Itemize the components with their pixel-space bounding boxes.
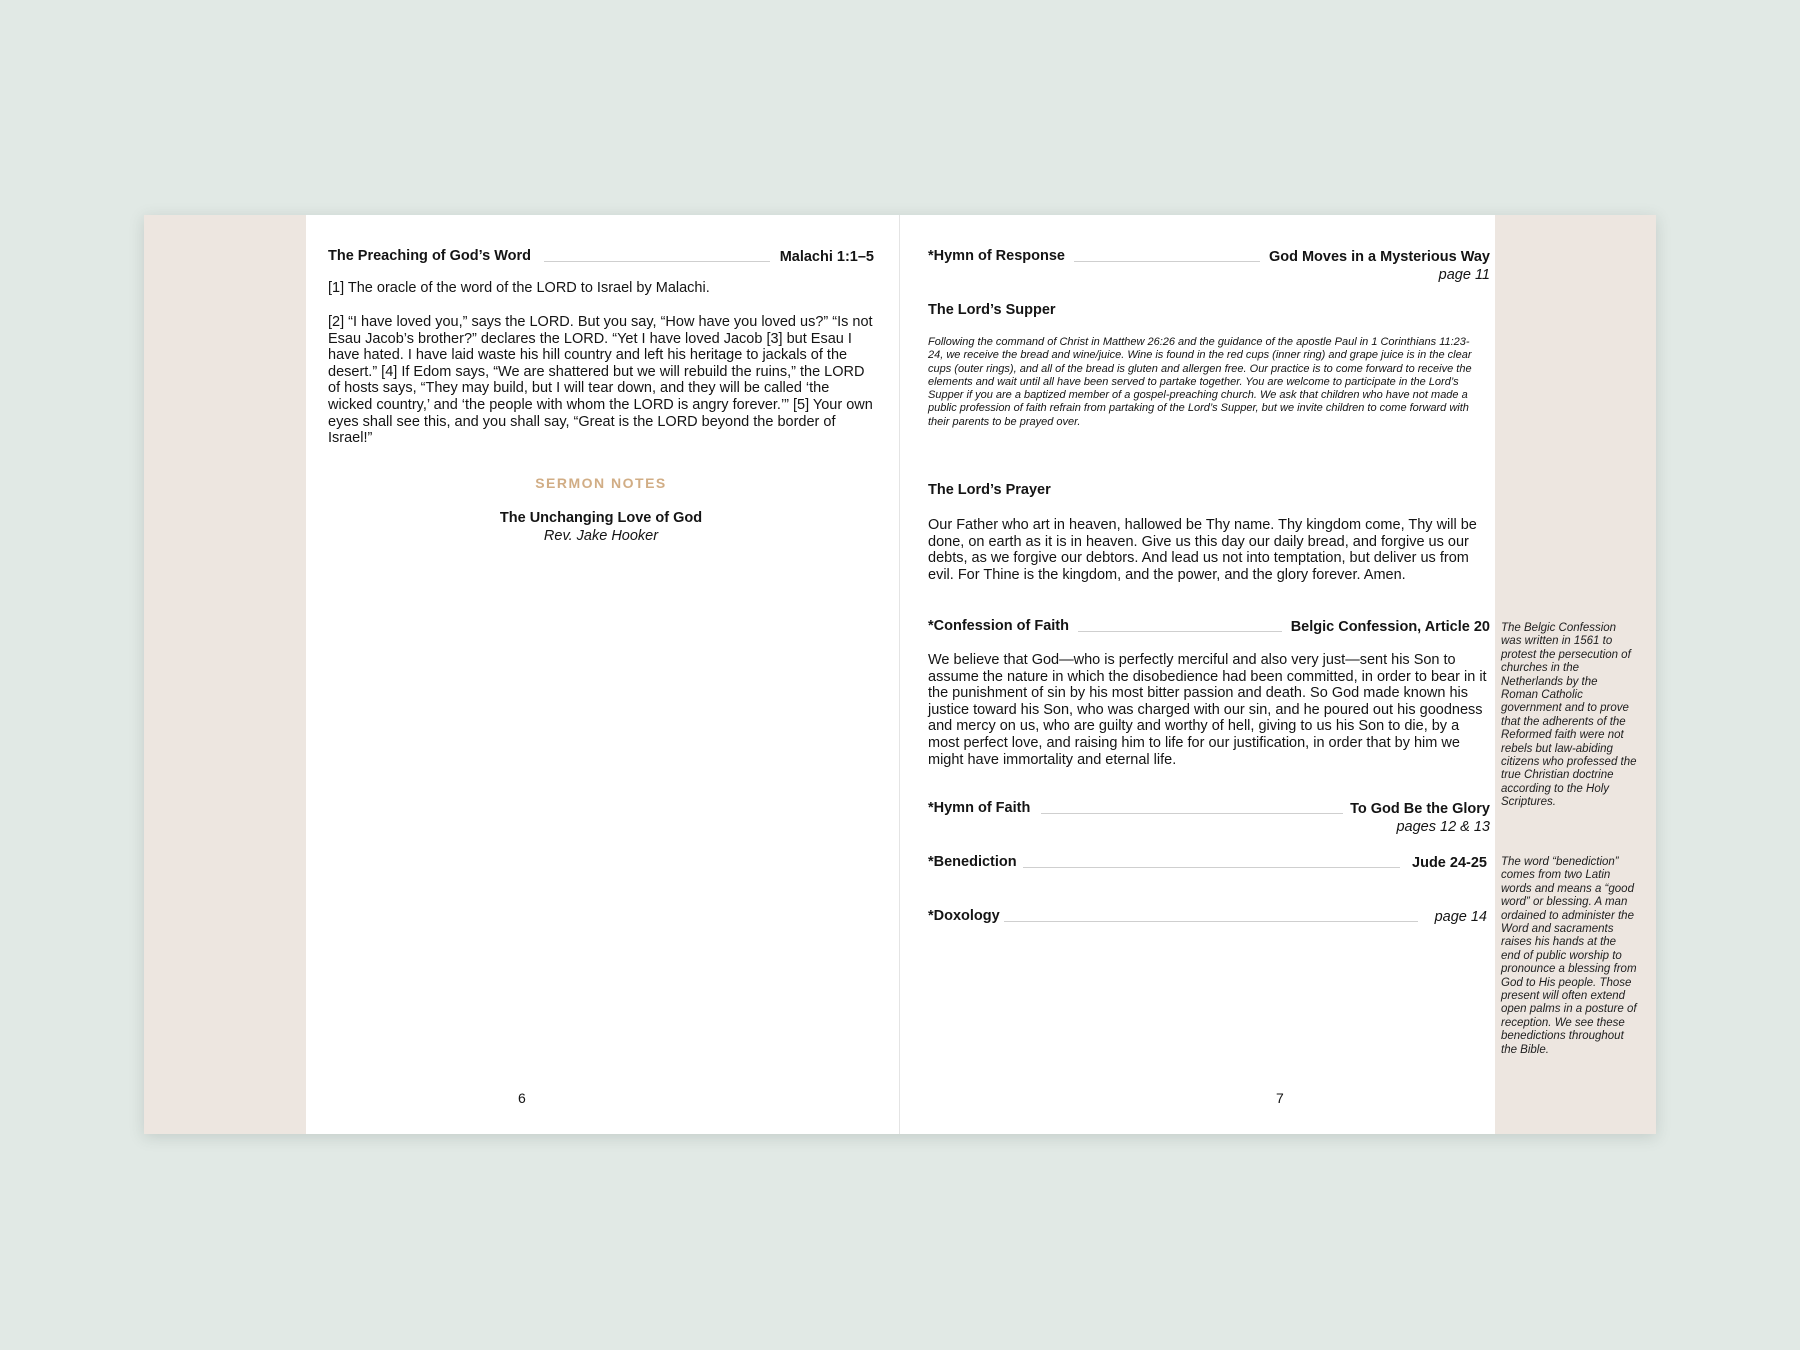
- verse-1: [1] The oracle of the word of the LORD to Israel by Malachi.: [328, 280, 710, 296]
- prayer-text: Our Father who art in heaven, hallowed be Thy name. Thy kingdom come, Thy will be done, on earth as it is in heaven. Give us this day our daily bread, and forgive us our debts, as we forgive our debtors. And lead us not into temptation, but deliver us from evil. For Thine is the kingdom, and the power, and the glory forever. Amen.: [928, 517, 1477, 583]
- preaching-heading: The Preaching of God’s Word: [328, 248, 532, 264]
- confession-text: We believe that God—who is perfectly merciful and also very just—sent his Son to assume the nature in which the disobedience had been committed, in order to bear in it the punishment of sin by his most bitter passion and death. So God made known his justice toward his Son, who was charged with our sin, and he poured out his goodness and mercy on us, who are guilty and worthy of hell, giving to us his Son to die, by a most perfect love, and raising him to life for our justification, in order that by him we might have immortality and eternal life.: [928, 652, 1487, 768]
- sermon-title: The Unchanging Love of God: [499, 510, 703, 526]
- doxology-row: [928, 908, 1490, 930]
- confession-label: *Confession of Faith: [928, 618, 1069, 634]
- benediction-row: [928, 854, 1490, 876]
- hymn-faith-title: To God Be the Glory: [1350, 801, 1490, 817]
- leader-line: [1004, 921, 1418, 922]
- prayer-heading: The Lord’s Prayer: [928, 482, 1051, 498]
- benediction-reference: Jude 24-25: [1412, 855, 1487, 871]
- hymn-faith-label: *Hymn of Faith: [928, 800, 1031, 816]
- leader-line: [544, 261, 770, 262]
- gutter-divider: [899, 215, 900, 1134]
- doxology-page: page 14: [1434, 909, 1487, 925]
- sermon-notes-label: SERMON NOTES: [535, 475, 667, 491]
- supper-heading: The Lord’s Supper: [928, 302, 1056, 318]
- leader-line: [1041, 813, 1343, 814]
- hymn-response-row: [928, 248, 1490, 270]
- hymn-faith-pages: pages 12 & 13: [1396, 819, 1490, 835]
- benediction-label: *Benediction: [928, 854, 1017, 870]
- left-page: [328, 215, 874, 1134]
- margin-note-benediction: The word “benediction” comes from two Latin words and means a “good word” or blessing. A man ordained to administer the Word and sacraments raises his hands at the end of public worship to pronounce a blessing from God to His people. Those present will often extend open palms in a posture of reception. We see these benedictions throughout the Bible.: [1501, 856, 1637, 1056]
- right-page: [928, 215, 1490, 1134]
- hymn-response-page: page 11: [1438, 267, 1490, 283]
- page-number-left: 6: [518, 1090, 526, 1106]
- margin-note-belgic: The Belgic Confession was written in 1561 to protest the persecution of churches in the Netherlands by the Roman Catholic government and to prove that the adherents of the Reformed faith were not rebels but law-abiding citizens who professed the true Christian doctrine according to the Holy Scriptures.: [1501, 622, 1637, 809]
- sermon-author: Rev. Jake Hooker: [543, 528, 659, 544]
- scripture-reference: Malachi 1:1–5: [779, 249, 874, 265]
- verse-2: [2] “I have loved you,” says the LORD. But you say, “How have you loved us?” “Is not Esau Jacob’s brother?” declares the LORD. “Yet I have loved Jacob [3] but Esau I have hated. I have laid waste his hill country and left his heritage to jackals of the desert.” [4] If Edom says, “We are shattered but we will rebuild the ruins,” the LORD of hosts says, “They may build, but I will tear down, and they will be called ‘the wicked country,’ and ‘the people with whom the LORD is angry forever.’” [5] Your own eyes shall see this, and you shall say, “Great is the LORD beyond the border of Israel!”: [328, 314, 873, 447]
- confession-reference: Belgic Confession, Article 20: [1290, 619, 1490, 635]
- confession-row: [928, 618, 1490, 640]
- hymn-response-label: *Hymn of Response: [928, 248, 1065, 264]
- leader-line: [1078, 631, 1282, 632]
- bulletin-spread: [144, 215, 1656, 1134]
- preaching-row: [328, 248, 874, 270]
- doxology-label: *Doxology: [928, 908, 1000, 924]
- leader-line: [1023, 867, 1400, 868]
- hymn-response-title: God Moves in a Mysterious Way: [1268, 249, 1490, 265]
- supper-text: Following the command of Christ in Matthew 26:26 and the guidance of the apostle Paul in 1 Corinthians 11:23-24, we receive the bread and wine/juice. Wine is found in the red cups (inner ring) and grape juice is in the clear cups (outer rings), and all of the bread is gluten and allergen free. Our practice is to come forward to receive the elements and wait until all have been served to partake together. You are welcome to participate in the Lord’s Supper if you are a baptized member of a gospel-preaching church. We ask that children who have not made a public profession of faith refrain from partaking of the Lord’s Supper, but we invite children to come forward with their parents to be prayed over.: [928, 336, 1472, 428]
- page-number-right: 7: [1276, 1090, 1284, 1106]
- left-margin-band: [144, 215, 306, 1134]
- leader-line: [1074, 261, 1260, 262]
